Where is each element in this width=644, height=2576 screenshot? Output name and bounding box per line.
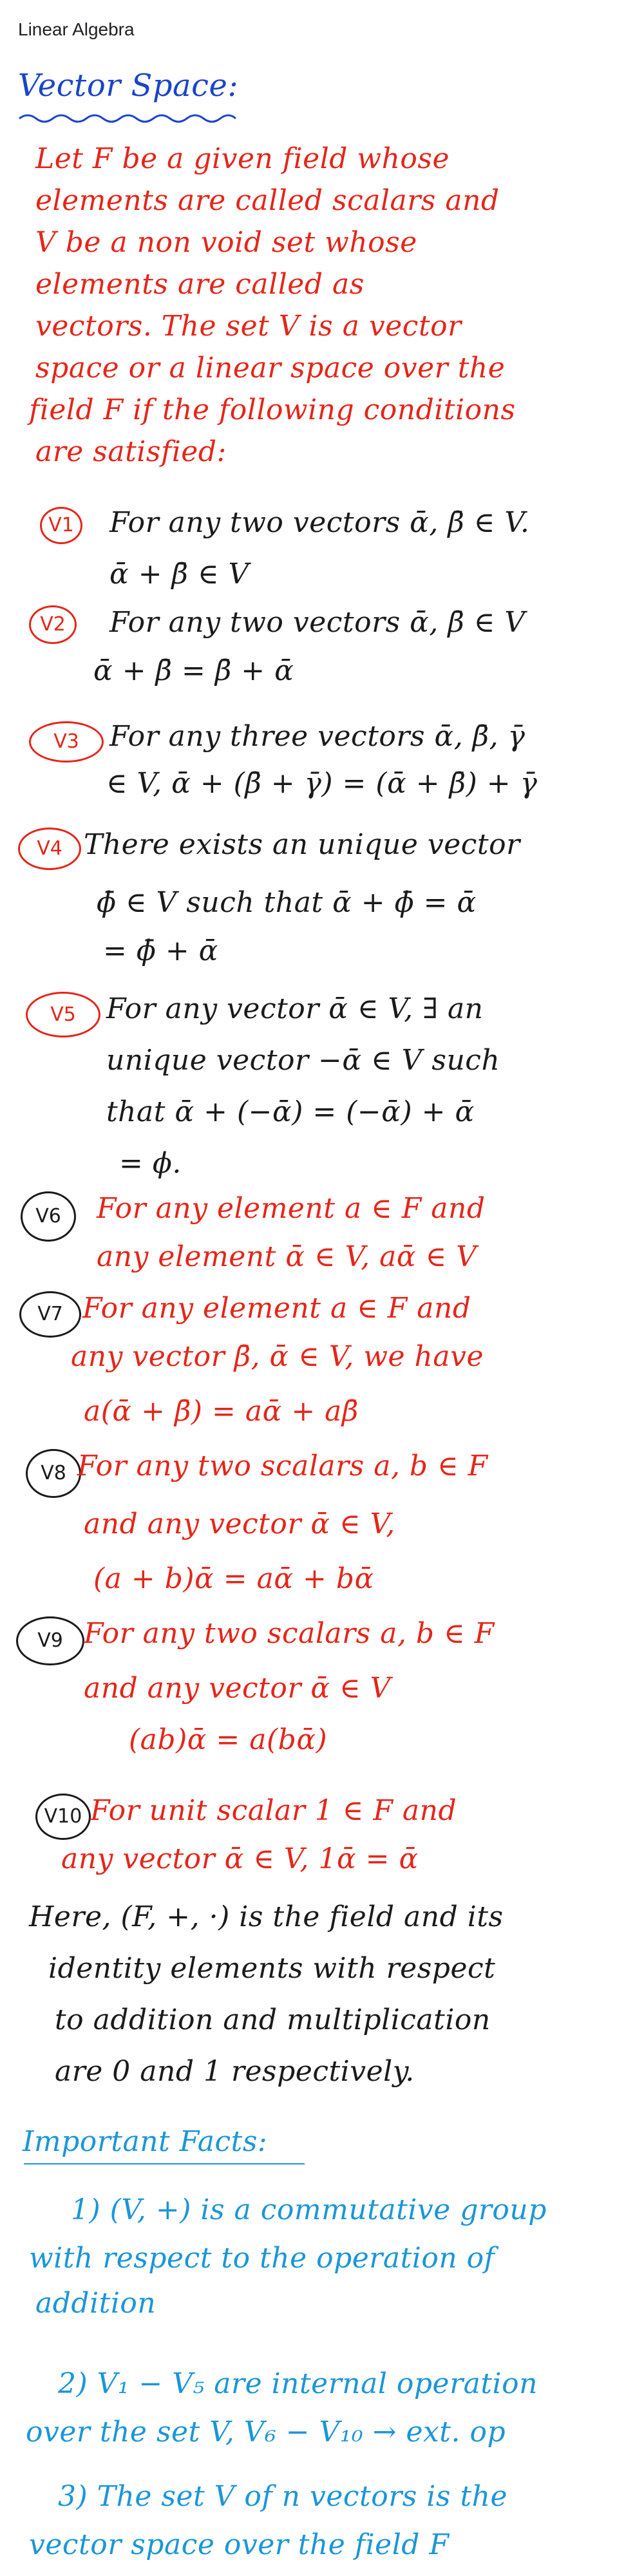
axiom-label: V2 xyxy=(29,605,77,644)
axiom-label: V8 xyxy=(26,1449,81,1498)
axiom-line: ᾱ + β̄ ∈ V xyxy=(109,558,249,591)
fact-line: 2) V₁ − V₅ are internal operation xyxy=(58,2367,538,2400)
fact-line: vector space over the field F xyxy=(29,2528,450,2561)
definition-line: field F if the following conditions xyxy=(29,393,516,426)
axiom-line: (a + b)ᾱ = aᾱ + bᾱ xyxy=(93,1562,374,1595)
page-title: Linear Algebra xyxy=(18,19,135,39)
axiom-line: There exists an unique vector xyxy=(84,828,520,861)
axiom-label: V1 xyxy=(40,507,82,544)
axiom-label: V7 xyxy=(19,1291,81,1338)
axiom-line: (ab)ᾱ = a(bᾱ) xyxy=(129,1723,328,1756)
fact-line: over the set V, V₆ − V₁₀ → ext. op xyxy=(26,2416,506,2448)
axiom-line: ᾱ + β̄ = β̄ + ᾱ xyxy=(93,654,294,687)
axiom-line: any element ᾱ ∈ V, aᾱ ∈ V xyxy=(97,1240,477,1273)
axiom-label: V9 xyxy=(16,1616,84,1665)
definition-line: elements are called as xyxy=(35,268,365,301)
axiom-line: For any element a ∈ F and xyxy=(97,1192,486,1225)
axiom-label: V4 xyxy=(18,828,81,870)
axiom-line: ∈ V, ᾱ + (β̄ + γ̄) = (ᾱ + β̄) + γ̄ xyxy=(106,767,538,800)
axiom-line: For any two scalars a, b ∈ F xyxy=(84,1617,495,1650)
axiom-line: For any element a ∈ F and xyxy=(82,1292,471,1325)
axiom-line: For any two vectors ᾱ, β̄ ∈ V. xyxy=(109,506,530,539)
axiom-line: For any three vectors ᾱ, β̄, γ̄ xyxy=(109,720,526,753)
facts-heading: Important Facts: xyxy=(23,2125,268,2158)
axiom-line: that ᾱ + (−ᾱ) = (−ᾱ) + ᾱ xyxy=(106,1095,475,1128)
facts-heading-underline xyxy=(23,2161,306,2167)
axiom-line: any vector β̄, ᾱ ∈ V, we have xyxy=(71,1340,484,1373)
axiom-line: unique vector −ᾱ ∈ V such xyxy=(106,1044,500,1077)
axiom-line: and any vector ᾱ ∈ V, xyxy=(84,1508,395,1540)
fact-line: 3) The set V of n vectors is the xyxy=(58,2480,507,2513)
note-line: to addition and multiplication xyxy=(55,2003,491,2036)
axiom-line: = ϕ. xyxy=(119,1147,182,1180)
axiom-label: V10 xyxy=(35,1794,91,1840)
axiom-line: any vector ᾱ ∈ V, 1ᾱ = ᾱ xyxy=(61,1842,419,1875)
definition-line: elements are called scalars and xyxy=(35,184,500,217)
definition-line: Let F be a given field whose xyxy=(35,142,450,175)
note-line: are 0 and 1 respectively. xyxy=(55,2055,415,2088)
fact-line: with respect to the operation of xyxy=(29,2242,495,2275)
axiom-line: a(ᾱ + β̄) = aᾱ + aβ̄ xyxy=(84,1395,359,1428)
axiom-label: V5 xyxy=(26,992,100,1037)
axiom-line: and any vector ᾱ ∈ V xyxy=(84,1672,391,1705)
axiom-line: For any two vectors ᾱ, β̄ ∈ V xyxy=(109,606,526,639)
axiom-line: For unit scalar 1 ∈ F and xyxy=(90,1794,457,1827)
axiom-label: V3 xyxy=(29,721,104,762)
heading-underline xyxy=(18,111,237,125)
axiom-label: V6 xyxy=(21,1191,76,1242)
axiom-line: For any vector ᾱ ∈ V, ∃ an xyxy=(106,992,484,1025)
definition-line: vectors. The set V is a vector xyxy=(35,310,462,343)
definition-line: V be a non void set whose xyxy=(35,226,417,259)
note-line: Here, (F, +, ·) is the field and its xyxy=(29,1900,504,1933)
fact-line: 1) (V, +) is a commutative group xyxy=(71,2193,547,2226)
axiom-line: For any two scalars a, b ∈ F xyxy=(77,1450,488,1482)
fact-line: addition xyxy=(35,2287,156,2320)
axiom-line: ϕ̄ ∈ V such that ᾱ + ϕ̄ = ᾱ xyxy=(97,886,477,919)
section-heading: Vector Space: xyxy=(18,68,239,104)
definition-line: space or a linear space over the xyxy=(35,352,506,384)
definition-line: are satisfied: xyxy=(35,435,227,468)
axiom-line: = ϕ̄ + ᾱ xyxy=(103,934,218,967)
note-line: identity elements with respect xyxy=(48,1952,496,1985)
